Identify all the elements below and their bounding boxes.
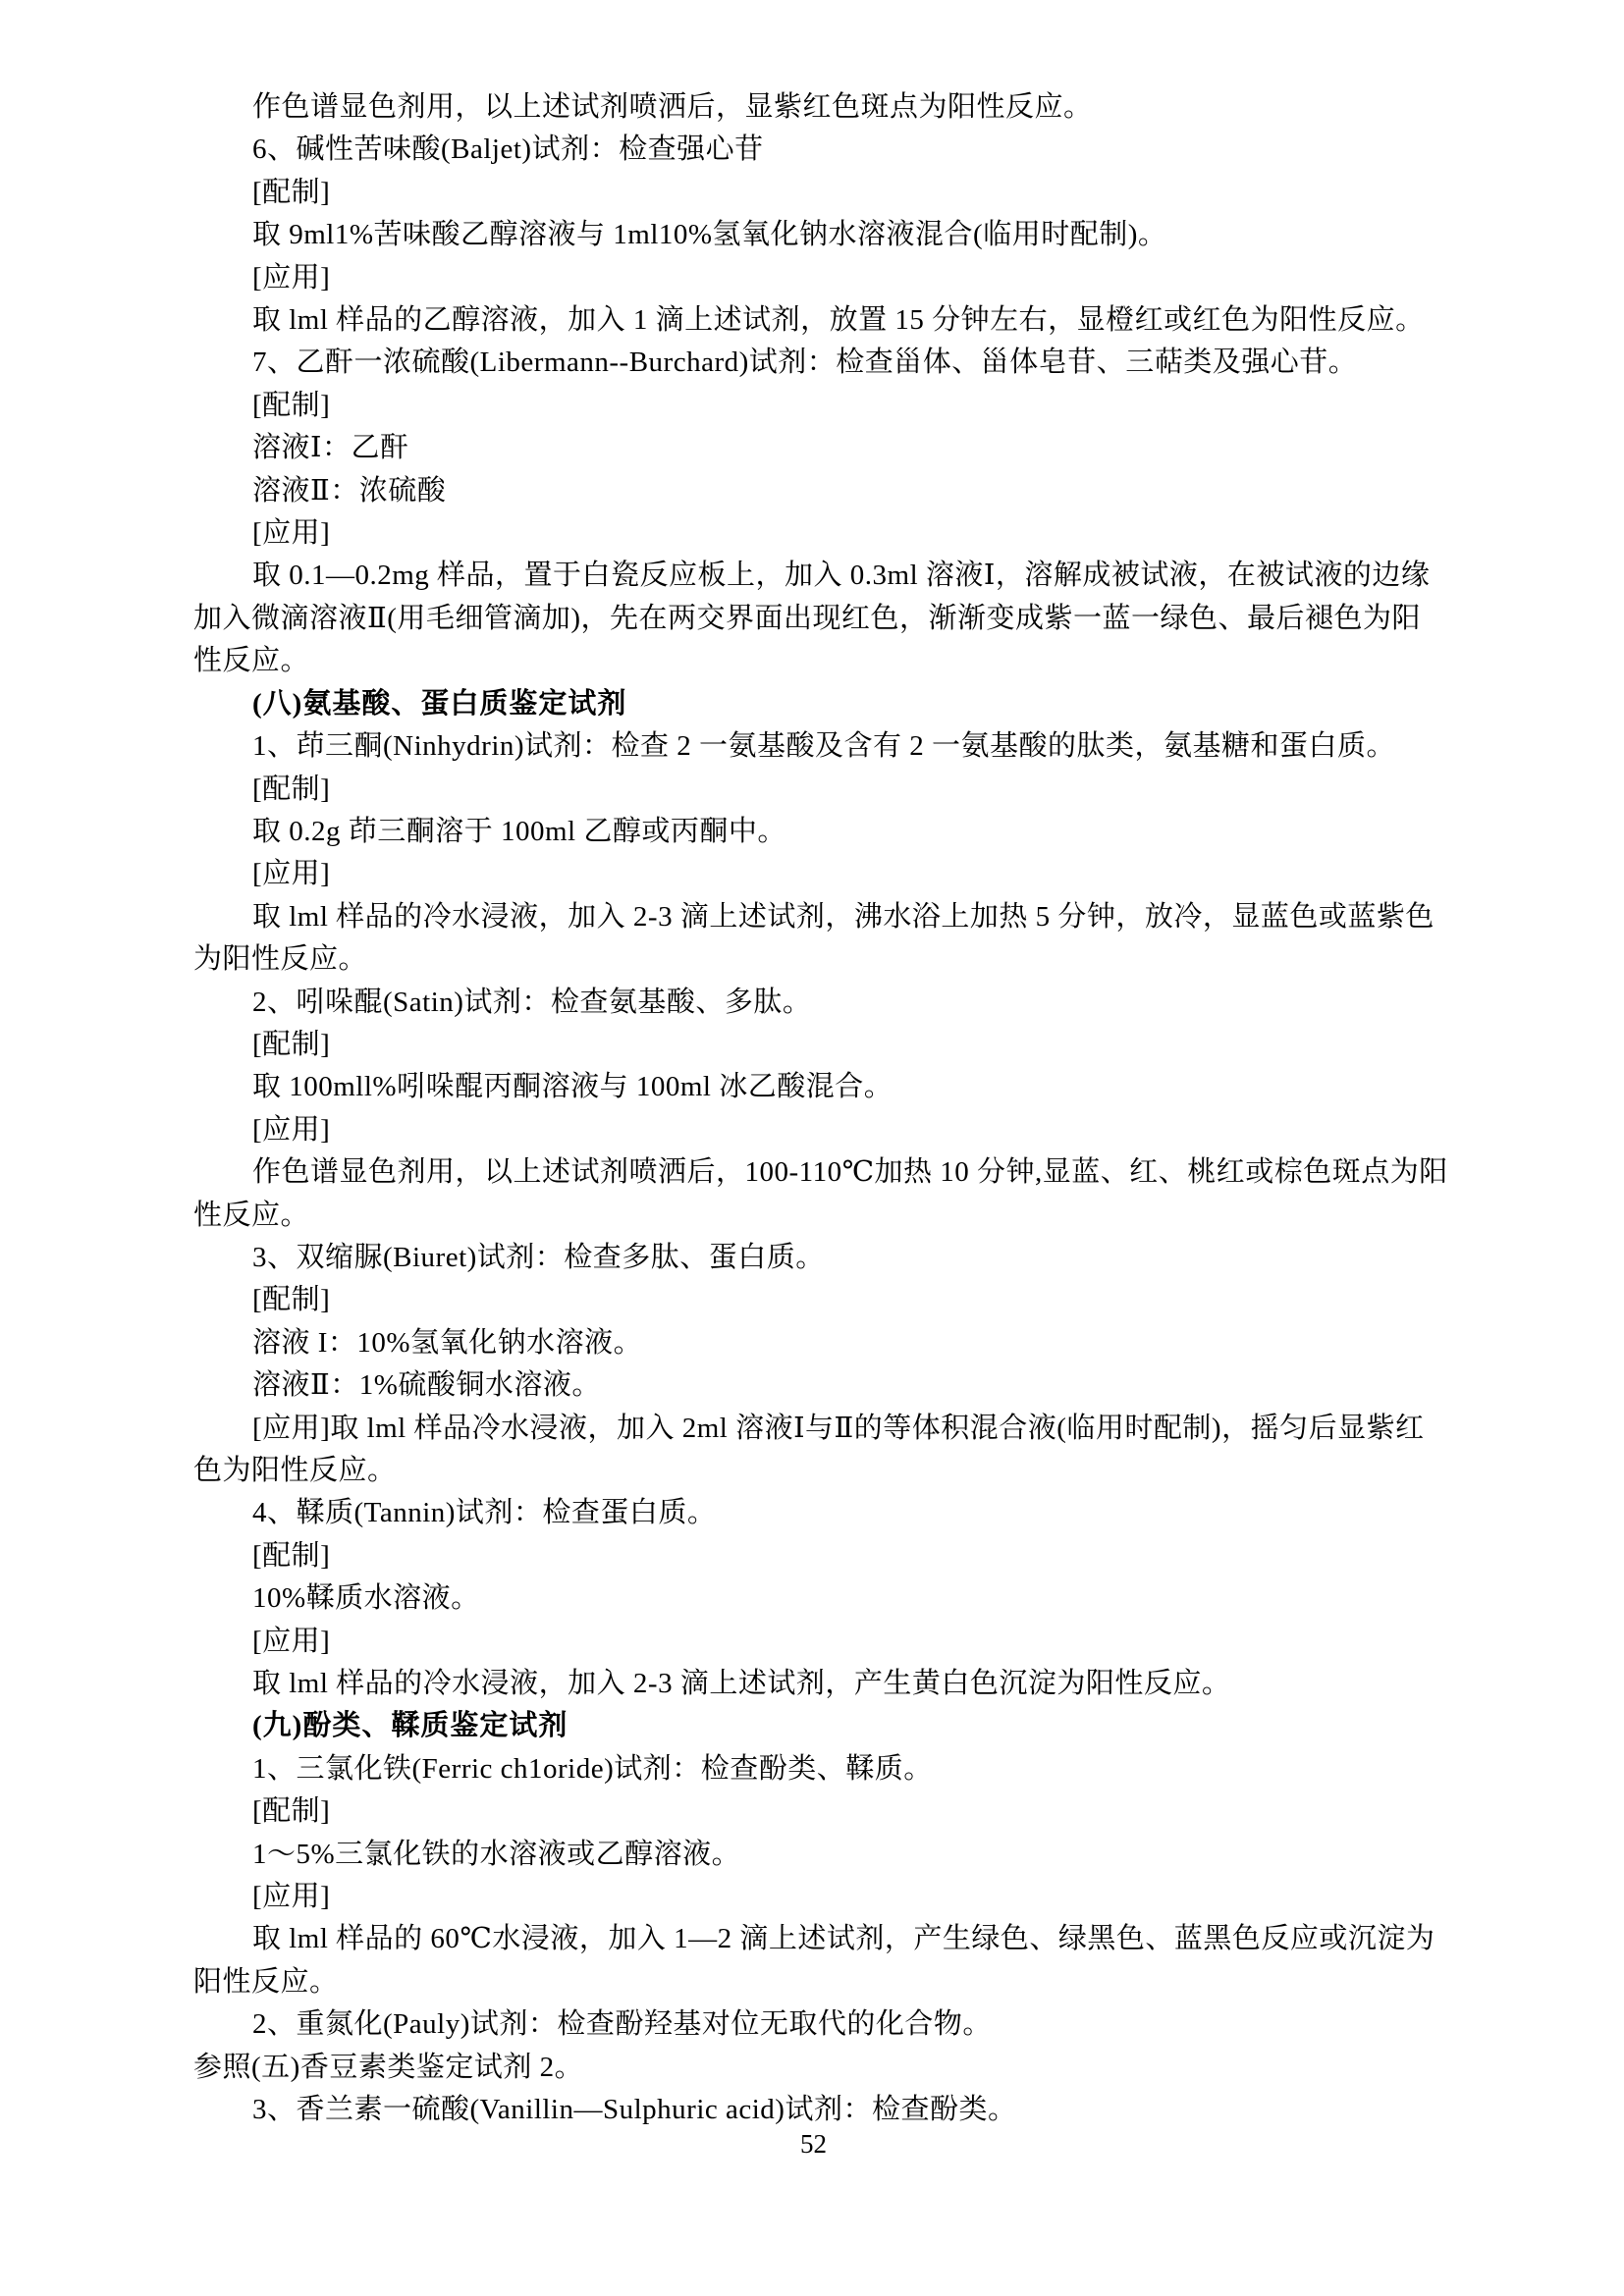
- text-line: 溶液Ⅰ：乙酐: [252, 432, 409, 464]
- text-line: 2、重氮化(Pauly)试剂：检查酚羟基对位无取代的化合物。: [252, 2008, 992, 2041]
- text-line: [配制]: [252, 773, 331, 805]
- section-heading: (八)氨基酸、蛋白质鉴定试剂: [252, 687, 627, 720]
- text-line: 作色谱显色剂用，以上述试剂喷洒后，显紫红色斑点为阳性反应。: [252, 91, 1093, 123]
- text-line: [应用]: [252, 517, 331, 550]
- text-line: [应用]取 lml 样品冷水浸液，加入 2ml 溶液Ⅰ与Ⅱ的等体积混合液(临用时配制)，摇匀后显紫红: [252, 1412, 1425, 1444]
- text-line: 1、茚三酮(Ninhydrin)试剂：检查 2 一氨基酸及含有 2 一氨基酸的肽类，氨基糖和蛋白质。: [252, 730, 1396, 763]
- text-line: 取 100mll%吲哚醌丙酮溶液与 100ml 冰乙酸混合。: [252, 1071, 893, 1103]
- text-line: [配制]: [252, 389, 331, 421]
- text-line: 4、鞣质(Tannin)试剂：检查蛋白质。: [252, 1497, 717, 1529]
- page-number: 52: [800, 2129, 827, 2159]
- text-line: 3、香兰素一硫酸(Vanillin—Sulphuric acid)试剂：检查酚类。: [252, 2094, 1017, 2126]
- text-line: 为阳性反应。: [193, 943, 368, 976]
- text-line: 性反应。: [193, 645, 310, 677]
- text-line: 10%鞣质水溶液。: [252, 1582, 480, 1615]
- text-line: 1、三氯化铁(Ferric ch1oride)试剂：检查酚类、鞣质。: [252, 1752, 933, 1785]
- text-line: 1～5%三氯化铁的水溶液或乙醇溶液。: [252, 1838, 741, 1870]
- text-line: [应用]: [252, 858, 331, 890]
- text-line: [配制]: [252, 1028, 331, 1060]
- text-line: 加入微滴溶液Ⅱ(用毛细管滴加)，先在两交界面出现红色，渐渐变成紫一蓝一绿色、最后褪色为阳: [193, 602, 1422, 634]
- text-line: [配制]: [252, 1539, 331, 1572]
- text-line: 取 0.2g 茚三酮溶于 100ml 乙醇或丙酮中。: [252, 815, 786, 847]
- text-line: 取 lml 样品的乙醇溶液，加入 1 滴上述试剂，放置 15 分钟左右，显橙红或红色为阳性反应。: [252, 304, 1425, 337]
- text-line: [配制]: [252, 176, 331, 208]
- text-line: [配制]: [252, 1284, 331, 1316]
- text-line: [配制]: [252, 1795, 331, 1828]
- text-line: 溶液 I：10%氢氧化钠水溶液。: [252, 1326, 643, 1359]
- text-line: 参照(五)香豆素类鉴定试剂 2。: [193, 2051, 584, 2083]
- text-line: 6、碱性苦味酸(Baljet)试剂：检查强心苷: [252, 133, 764, 166]
- text-line: 取 lml 样品的 60℃水浸液，加入 1—2 滴上述试剂，产生绿色、绿黑色、蓝黑色反应或沉淀为: [252, 1923, 1435, 1955]
- text-line: 取 0.1—0.2mg 样品，置于白瓷反应板上，加入 0.3ml 溶液Ⅰ，溶解成被试液，在被试液的边缘: [252, 560, 1431, 592]
- text-line: 2、吲哚醌(Satin)试剂：检查氨基酸、多肽。: [252, 986, 812, 1018]
- text-line: 7、乙酐一浓硫酸(Libermann--Burchard)试剂：检查甾体、甾体皂苷、三萜类及强心苷。: [252, 347, 1358, 379]
- text-line: 阳性反应。: [193, 1965, 339, 1998]
- text-line: 作色谱显色剂用，以上述试剂喷洒后，100-110℃加热 10 分钟,显蓝、红、桃红或棕色斑点为阳: [252, 1156, 1448, 1189]
- text-line: 溶液Ⅱ：1%硫酸铜水溶液。: [252, 1369, 601, 1402]
- text-line: [应用]: [252, 261, 331, 294]
- text-line: 色为阳性反应。: [193, 1455, 397, 1486]
- document-body: [193, 86, 1448, 2132]
- text-line: 性反应。: [193, 1199, 310, 1231]
- text-line: 3、双缩脲(Biuret)试剂：检查多肽、蛋白质。: [252, 1241, 825, 1273]
- text-line: 溶液Ⅱ：浓硫酸: [252, 474, 447, 507]
- section-heading: (九)酚类、鞣质鉴定试剂: [252, 1710, 568, 1742]
- text-line: [应用]: [252, 1113, 331, 1146]
- text-line: 取 lml 样品的冷水浸液，加入 2-3 滴上述试剂，沸水浴上加热 5 分钟，放冷，显蓝色或蓝紫色: [252, 900, 1435, 933]
- text-line: 取 lml 样品的冷水浸液，加入 2-3 滴上述试剂，产生黄白色沉淀为阳性反应。: [252, 1668, 1231, 1700]
- text-line: 取 9ml1%苦味酸乙醇溶液与 1ml10%氢氧化钠水溶液混合(临用时配制)。: [252, 219, 1167, 251]
- text-line: [应用]: [252, 1881, 331, 1913]
- text-line: [应用]: [252, 1625, 331, 1657]
